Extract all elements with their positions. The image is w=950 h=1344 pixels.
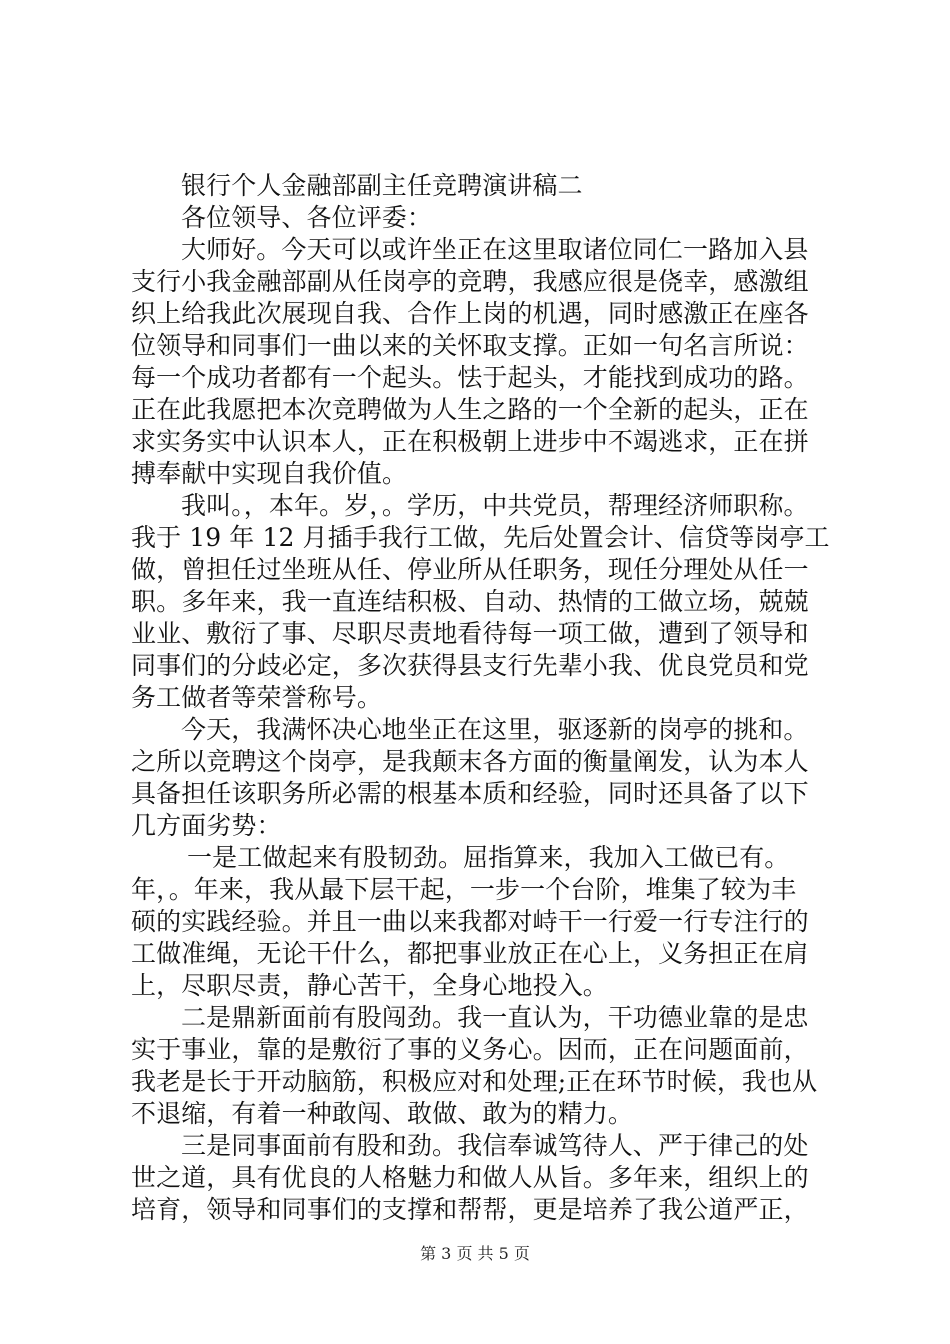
paragraph-line: 一是工做起来有股韧劲。屈指算来，我加入工做已有。 [187, 843, 790, 872]
paragraph-line: 织上给我此次展现自我、合作上岗的机遇，同时感激正在座各 [131, 299, 809, 328]
paragraph-line: 我于 19 年 12 月插手我行工做，先后处置会计、信贷等岗亭工 [131, 523, 830, 552]
paragraph-line: 不退缩，有着一种敢闯、敢做、敢为的精力。 [131, 1099, 634, 1128]
paragraph-line: 职。多年来，我一直连结积极、自动、热情的工做立场，兢兢 [131, 587, 809, 616]
paragraph-line: 每一个成功者都有一个起头。怯于起头，才能找到成功的路。 [131, 363, 809, 392]
paragraph-line: 培育，领导和同事们的支撑和帮帮，更是培养了我公道严正， [131, 1195, 809, 1224]
paragraph-line: 之所以竞聘这个岗亭，是我颠末各方面的衡量阐发，认为本人 [131, 747, 809, 776]
paragraph-line: 我老是长于开动脑筋，积极应对和处理;正在环节时候，我也从 [131, 1067, 818, 1096]
paragraph-line: 大师好。今天可以或许坐正在这里取诸位同仁一路加入县 [181, 235, 809, 264]
paragraph-line: 做，曾担任过坐班从任、停业所从任职务，现任分理处从任一 [131, 555, 809, 584]
paragraph-line: 年，。年来，我从最下层干起，一步一个台阶，堆集了较为丰 [131, 875, 797, 904]
paragraph-line: 求实务实中认识本人，正在积极朝上进步中不竭逃求，正在拼 [131, 427, 809, 456]
paragraph-line: 搏奉献中实现自我价值。 [131, 459, 408, 488]
paragraph-line: 同事们的分歧必定，多次获得县支行先辈小我、优良党员和党 [131, 651, 809, 680]
salutation: 各位领导、各位评委： [181, 203, 433, 232]
paragraph-line: 正在此我愿把本次竞聘做为人生之路的一个全新的起头，正在 [131, 395, 809, 424]
paragraph-line: 我叫。，本年。岁，。学历，中共党员，帮理经济师职称。 [181, 491, 809, 520]
paragraph-line: 业业、敷衍了事、尽职尽责地看待每一项工做，遭到了领导和 [131, 619, 809, 648]
page-number-footer: 第 3 页 共 5 页 [420, 1244, 530, 1263]
paragraph-line: 支行小我金融部副从任岗亭的竞聘，我感应很是侥幸，感激组 [131, 267, 809, 296]
document-title: 银行个人金融部副主任竞聘演讲稿二 [181, 171, 583, 200]
paragraph-line: 位领导和同事们一曲以来的关怀取支撑。正如一句名言所说： [131, 331, 809, 360]
paragraph-line: 具备担任该职务所必需的根基本质和经验，同时还具备了以下 [131, 779, 809, 808]
paragraph-line: 三是同事面前有股和劲。我信奉诚笃待人、严于律己的处 [181, 1131, 809, 1160]
paragraph-line: 几方面劣势： [131, 811, 282, 840]
paragraph-line: 硕的实践经验。并且一曲以来我都对峙干一行爱一行专注行的 [131, 907, 809, 936]
paragraph-line: 世之道，具有优良的人格魅力和做人从旨。多年来，组织上的 [131, 1163, 809, 1192]
paragraph-line: 上，尽职尽责，静心苦干，全身心地投入。 [131, 971, 608, 1000]
paragraph-line: 工做准绳，无论干什么，都把事业放正在心上，义务担正在肩 [131, 939, 809, 968]
paragraph-line: 今天，我满怀决心地坐正在这里，驱逐新的岗亭的挑和。 [181, 715, 809, 744]
paragraph-line: 二是鼎新面前有股闯劲。我一直认为，干功德业靠的是忠 [181, 1003, 809, 1032]
paragraph-line: 实于事业，靠的是敷衍了事的义务心。因而，正在问题面前， [131, 1035, 809, 1064]
document-body [131, 170, 831, 1226]
paragraph-line: 务工做者等荣誉称号。 [131, 683, 383, 712]
